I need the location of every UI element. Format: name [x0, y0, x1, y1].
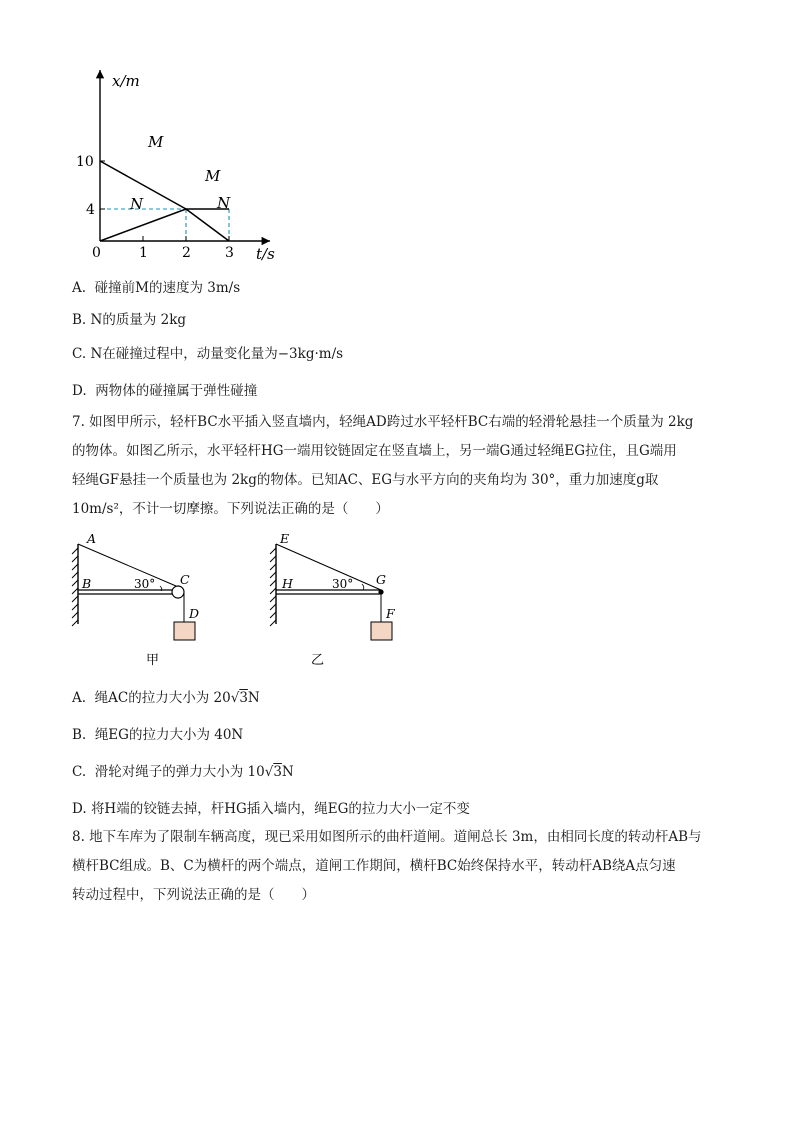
- label-e: E: [280, 532, 290, 546]
- q7-option-c: C. 滑轮对绳子的弹力大小为 10√3N: [72, 764, 294, 780]
- figure-jia: [68, 532, 218, 672]
- q6-option-b: B. N的质量为 2kg: [72, 312, 187, 328]
- block-yi: [371, 622, 392, 640]
- label-f: F: [386, 606, 395, 621]
- label-c: C: [180, 572, 190, 587]
- q6-option-a: A. 碰撞前M的速度为 3m/s: [72, 280, 241, 296]
- q6-option-d: D. 两物体的碰撞属于弹性碰撞: [72, 383, 258, 399]
- label-m-before: M: [148, 133, 164, 151]
- angle-label-jia: 30°: [134, 577, 156, 591]
- x-tick-label: 0: [92, 245, 101, 261]
- label-h: H: [282, 576, 293, 591]
- y-tick-label: 10: [76, 154, 94, 170]
- label-n-after: N: [217, 194, 231, 212]
- xt-chart: [60, 60, 290, 270]
- y-axis-label: x/m: [112, 72, 140, 90]
- label-b: B: [82, 576, 92, 591]
- caption-yi: 乙: [311, 653, 325, 668]
- label-d: D: [189, 606, 200, 621]
- caption-jia: 甲: [146, 653, 160, 668]
- x-axis-label: t/s: [256, 245, 275, 263]
- q7-option-d: D. 将H端的铰链去掉，杆HG插入墙内，绳EG的拉力大小一定不变: [72, 801, 470, 817]
- x-tick-label: 2: [182, 245, 191, 261]
- figure-yi: [266, 532, 416, 672]
- q7-option-b: B. 绳EG的拉力大小为 40N: [72, 727, 244, 743]
- label-n-before: N: [130, 195, 144, 213]
- q8-stem: 8. 地下车库为了限制车辆高度，现已采用如图所示的曲杆道闸。道闸总长 3m，由相同长度的转动杆AB与 横杆BC组成。B、C为横杆的两个端点，道闸工作期间，横杆BC始终保持水平，转动杆AB绕A点匀速 转动过程中，下列说法正确的是（ ）: [72, 829, 702, 903]
- label-g: G: [376, 572, 386, 587]
- label-m-after: M: [205, 167, 221, 185]
- y-tick-label: 4: [86, 202, 95, 218]
- x-tick-label: 3: [225, 245, 234, 261]
- series-n-line: [100, 209, 229, 241]
- x-tick-label: 1: [139, 245, 148, 261]
- q7-option-a: A. 绳AC的拉力大小为 20√3N: [72, 690, 260, 706]
- block-jia: [174, 622, 195, 640]
- angle-label-yi: 30°: [332, 577, 354, 591]
- q7-stem: 7. 如图甲所示，轻杆BC水平插入竖直墙内，轻绳AD跨过水平轻杆BC右端的轻滑轮悬挂一个质量为 2kg 的物体。如图乙所示，水平轻杆HG一端用铰链固定在竖直墙上，另一端G通过轻绳EG拉住，且G端用 轻绳GF悬挂一个质量也为 2kg的物体。已知AC、EG与水平方向的夹角均为 30°，重力加速度g取 10m/s²，不计一切摩擦。下列说法正确的是（ ）: [72, 414, 694, 517]
- label-a: A: [87, 532, 97, 546]
- q6-option-c: C. N在碰撞过程中，动量变化量为−3kg·m/s: [72, 346, 344, 362]
- pulley: [172, 586, 184, 598]
